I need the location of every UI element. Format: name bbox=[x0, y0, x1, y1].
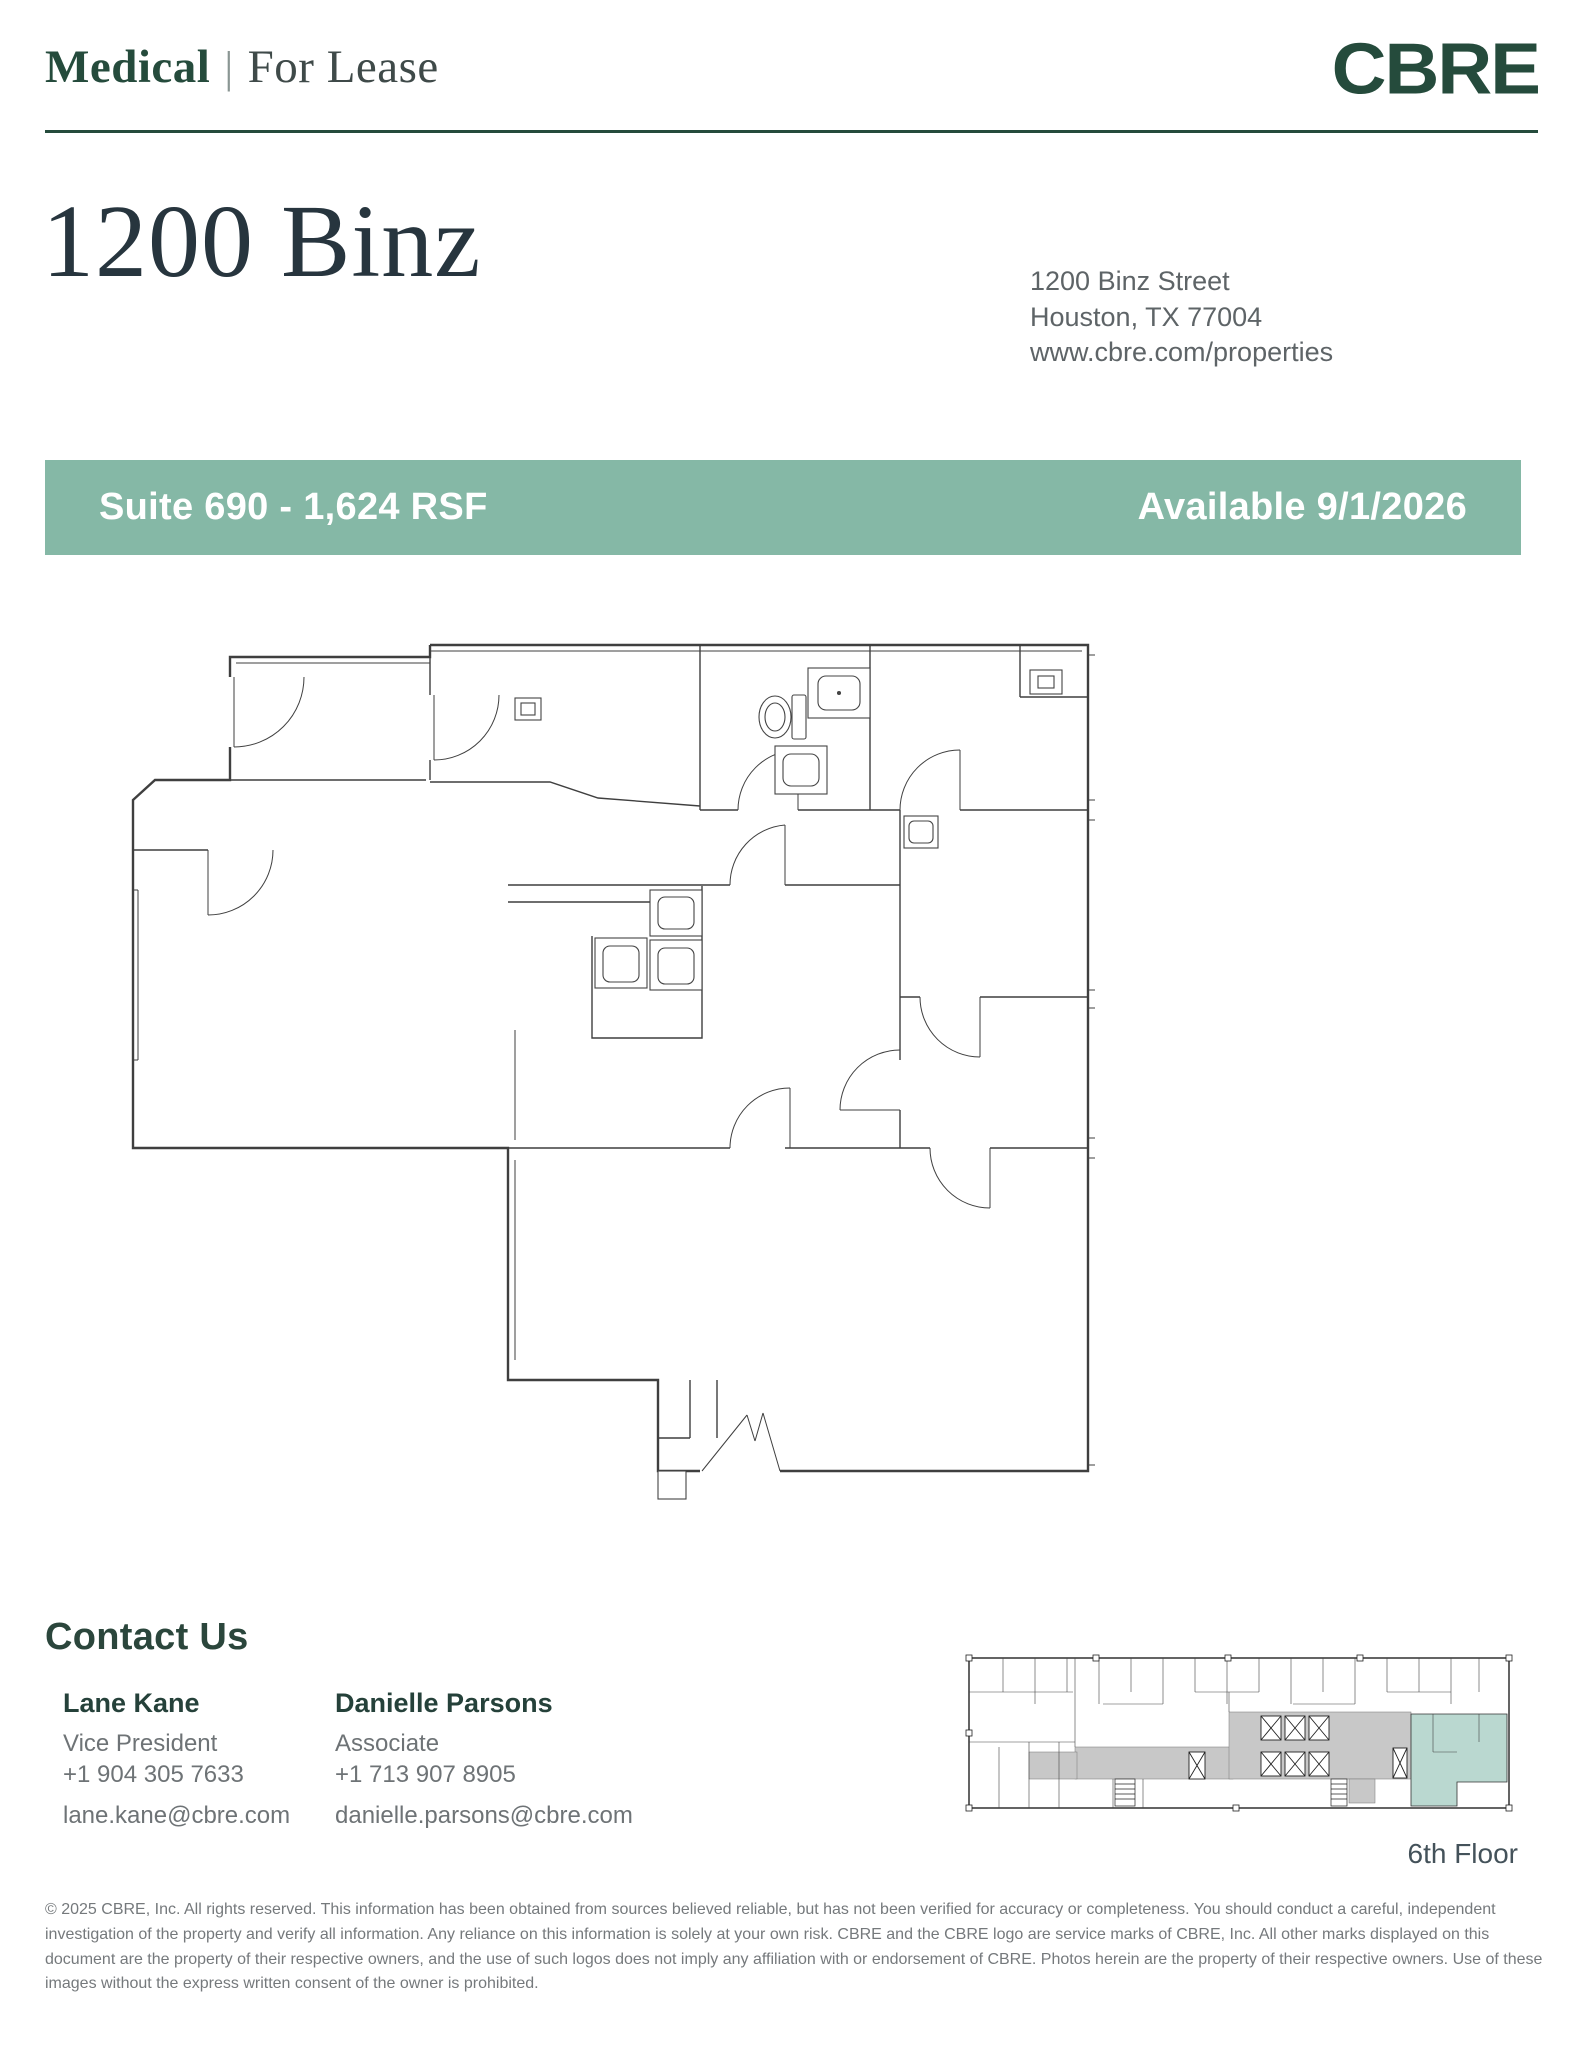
window-mullions bbox=[133, 655, 1095, 1465]
kitchenette-sink-2 bbox=[595, 938, 647, 988]
property-address bbox=[1030, 264, 1333, 371]
contact-card bbox=[63, 1688, 343, 1830]
legal-disclaimer: © 2025 CBRE, Inc. All rights reserved. This information has been obtained from sources believed reliable, but has not been verified for accuracy or completeness. You should conduct a careful, independent investigation of the property and verify all information. Any reliance on this information is solely at your own risk. CBRE and the CBRE logo are service marks of CBRE, Inc. All other marks displayed on this document are the property of their respective owners, and the use of such logos does not imply any affiliation with or endorsement of CBRE. Photos herein are the property of their respective owners. Use of these images without the express written consent of the owner is prohibited. bbox=[45, 1901, 1543, 1993]
suite-floor-plan bbox=[130, 640, 1095, 1540]
availability-banner bbox=[45, 460, 1521, 555]
cbre-logo: CBRE bbox=[1331, 29, 1539, 110]
restroom-sink bbox=[808, 668, 870, 718]
door-swings bbox=[208, 677, 990, 1471]
property-website-link[interactable]: www.cbre.com/properties bbox=[1030, 337, 1334, 368]
contact-title: Vice President bbox=[63, 1730, 218, 1757]
interior-walls bbox=[133, 645, 1088, 1438]
header-line bbox=[45, 40, 439, 94]
suite-size-label: Suite 690 - 1,624 RSF bbox=[99, 486, 488, 528]
listing-type: For Lease bbox=[247, 41, 439, 93]
column-base bbox=[658, 1471, 686, 1499]
key-plan-thumbnail bbox=[963, 1652, 1519, 1830]
address-line-2: Houston, TX 77004 bbox=[1030, 301, 1263, 332]
contact-email-link[interactable]: lane.kane@cbre.com bbox=[63, 1802, 291, 1830]
contact-phone: +1 904 305 7633 bbox=[63, 1760, 244, 1788]
fixtures bbox=[515, 668, 1062, 1499]
toilet-fixture bbox=[759, 695, 806, 739]
restroom-sink-2 bbox=[775, 746, 827, 794]
floor-label: 6th Floor bbox=[1407, 1838, 1518, 1869]
availability-date: Available 9/1/2026 bbox=[1137, 486, 1467, 528]
corner-cabinet bbox=[1030, 670, 1062, 694]
contact-name: Lane Kane bbox=[63, 1688, 200, 1718]
contact-card bbox=[335, 1688, 655, 1830]
header-separator: | bbox=[224, 43, 234, 92]
contact-heading: Contact Us bbox=[45, 1616, 249, 1658]
address-line-1: 1200 Binz Street bbox=[1030, 266, 1230, 296]
header-divider-rule bbox=[45, 130, 1538, 133]
kitchenette-sink-1 bbox=[650, 890, 702, 936]
kitchenette-sink-3 bbox=[650, 940, 702, 990]
outer-walls bbox=[133, 645, 1088, 1471]
contact-phone: +1 713 907 8905 bbox=[335, 1760, 516, 1788]
contact-email-link[interactable]: danielle.parsons@cbre.com bbox=[335, 1802, 633, 1830]
contact-name: Danielle Parsons bbox=[335, 1688, 553, 1718]
listing-category: Medical bbox=[45, 41, 211, 93]
exam-room-sink bbox=[904, 816, 938, 848]
property-title: 1200 Binz bbox=[42, 184, 482, 299]
entry-door bbox=[702, 1413, 780, 1471]
wall-cabinet bbox=[515, 698, 541, 720]
contact-title: Associate bbox=[335, 1730, 440, 1757]
